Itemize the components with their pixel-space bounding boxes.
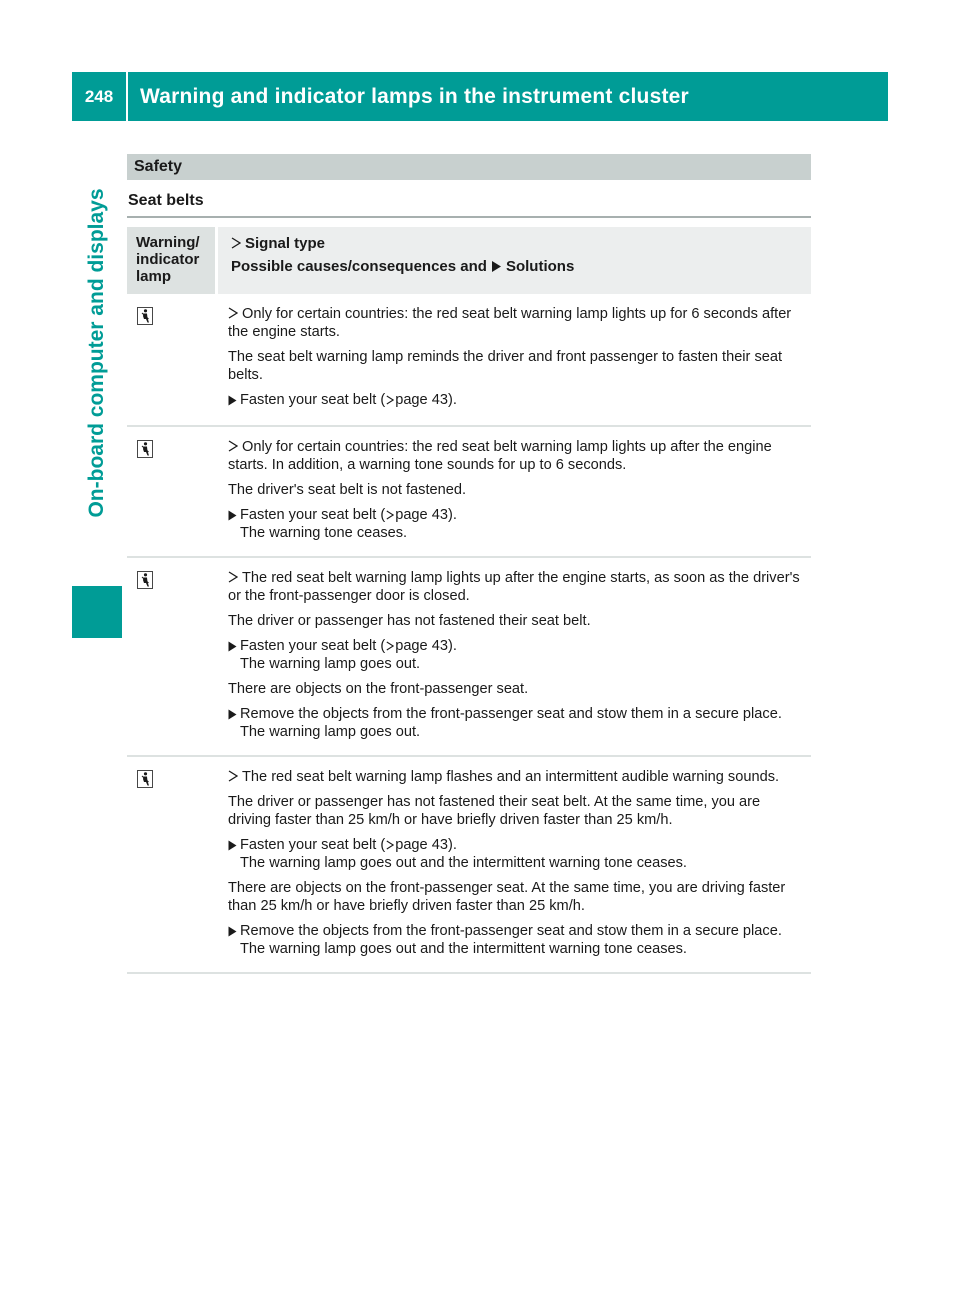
chapter-side-tab[interactable] xyxy=(72,133,122,573)
page-header-title: Warning and indicator lamps in the instrument cluster xyxy=(140,84,689,108)
signal-triangle-icon xyxy=(231,237,241,249)
signal-triangle-icon xyxy=(228,307,238,319)
table-row xyxy=(127,558,811,757)
section-bar xyxy=(127,154,811,180)
action-text: Fasten your seat belt ( xyxy=(240,507,386,523)
chapter-marker xyxy=(72,586,122,638)
action-result: The warning lamp goes out. xyxy=(240,656,421,672)
row-text: There are objects on the front-passenger seat. xyxy=(228,681,529,697)
action-arrow-icon xyxy=(228,926,237,937)
page-reference-icon[interactable] xyxy=(386,641,394,651)
page-reference-link[interactable]: page 43). xyxy=(395,638,457,654)
action-arrow-icon xyxy=(228,641,237,652)
page-reference-link[interactable]: page 43). xyxy=(395,392,457,408)
header-warning-lamp: Warning/ indicator lamp xyxy=(127,227,215,294)
page-header xyxy=(72,72,888,121)
page-reference-link[interactable]: page 43). xyxy=(395,837,457,853)
row-text: Only for certain countries: the red seat belt warning lamp lights up after the engine starts. In addition, a warning tone sounds for up to 6 seconds. xyxy=(228,439,772,473)
action-arrow-icon xyxy=(228,510,237,521)
table-row xyxy=(127,427,811,558)
subheading-rule xyxy=(127,216,811,218)
signal-triangle-icon xyxy=(228,571,238,583)
action-result: The warning tone ceases. xyxy=(240,525,408,541)
page-number: 248 xyxy=(84,86,114,106)
action-text: Fasten your seat belt ( xyxy=(240,837,386,853)
signal-triangle-icon xyxy=(228,770,238,782)
row-text: The driver or passenger has not fastened their seat belt. xyxy=(228,613,591,629)
page-reference-icon[interactable] xyxy=(386,395,394,405)
header-causes: Possible causes/consequences and xyxy=(231,257,487,275)
action-text: Remove the objects from the front-passenger seat and stow them in a secure place. xyxy=(240,923,782,939)
page-reference-icon[interactable] xyxy=(386,510,394,520)
subheading: Seat belts xyxy=(128,192,204,209)
action-text: Fasten your seat belt ( xyxy=(240,638,386,654)
action-result: The warning lamp goes out and the intermittent warning tone ceases. xyxy=(240,941,687,957)
row-text: The red seat belt warning lamp lights up after the engine starts, as soon as the driver's or the front-passenger door is closed. xyxy=(228,570,800,604)
action-arrow-icon xyxy=(228,395,237,406)
row-text: The driver or passenger has not fastened their seat belt. At the same time, you are driving faster than 25 km/h or have briefly driven faster than 25 km/h. xyxy=(228,794,761,828)
action-arrow-icon xyxy=(228,840,237,851)
action-result: The warning lamp goes out. xyxy=(240,724,421,740)
table-row xyxy=(127,294,811,427)
header-solutions: Solutions xyxy=(505,257,575,275)
header-signal-causes xyxy=(218,227,811,294)
seat-belt-icon xyxy=(137,307,153,325)
page-reference-icon[interactable] xyxy=(386,840,394,850)
action-text: Remove the objects from the front-passenger seat and stow them in a secure place. xyxy=(240,706,782,722)
seat-belt-icon xyxy=(137,571,153,589)
seat-belt-icon xyxy=(137,440,153,458)
table-header xyxy=(127,227,811,294)
warning-lamp-table xyxy=(127,227,811,974)
row-text: The red seat belt warning lamp flashes and an intermittent audible warning sounds. xyxy=(242,769,780,785)
chapter-side-tab-label: On-board computer and displays xyxy=(85,188,108,518)
table-row xyxy=(127,757,811,974)
seat-belt-icon xyxy=(137,770,153,788)
row-text: The driver's seat belt is not fastened. xyxy=(228,482,467,498)
row-text: Only for certain countries: the red seat belt warning lamp lights up for 6 seconds after the engine starts. xyxy=(228,306,792,340)
row-text: There are objects on the front-passenger seat. At the same time, you are driving faster than 25 km/h or have briefly driven faster than 25 km/h. xyxy=(228,880,786,914)
action-text: Fasten your seat belt ( xyxy=(240,392,386,408)
action-arrow-icon xyxy=(228,709,237,720)
section-title: Safety xyxy=(134,158,183,175)
row-text: The seat belt warning lamp reminds the driver and front passenger to fasten their seat belts. xyxy=(228,349,783,383)
action-arrow-icon xyxy=(491,260,502,273)
signal-triangle-icon xyxy=(228,440,238,452)
page-reference-link[interactable]: page 43). xyxy=(395,507,457,523)
action-result: The warning lamp goes out and the intermittent warning tone ceases. xyxy=(240,855,687,871)
header-signal-type: Signal type xyxy=(245,234,326,252)
